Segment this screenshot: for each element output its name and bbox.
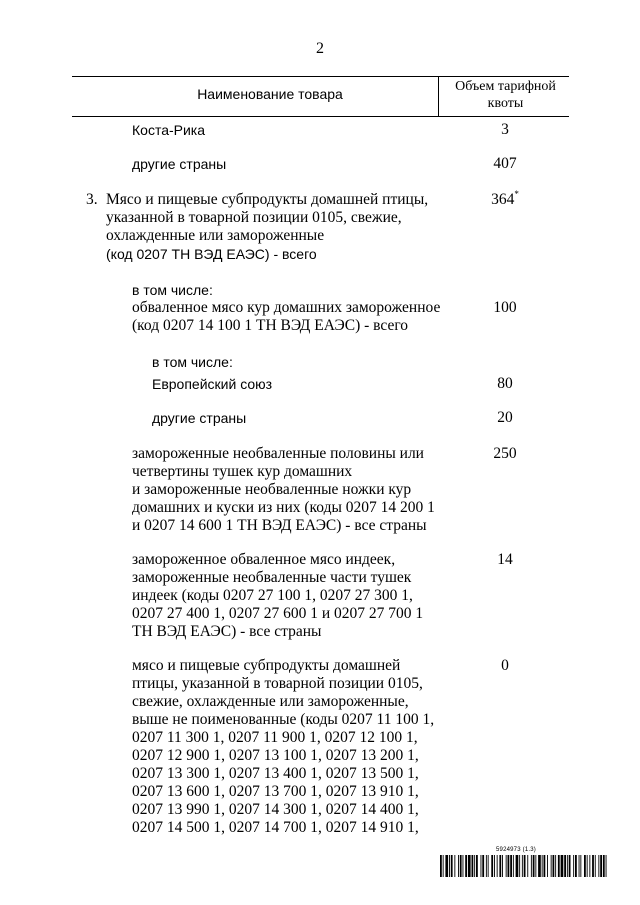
page-number: 2 (316, 40, 324, 57)
other-meat-line-9: 0207 13 990 1, 0207 14 300 1, 0207 14 400 1, (132, 801, 419, 818)
row-label-other-countries: другие страны (132, 156, 227, 172)
other-meat-line-5: 0207 11 300 1, 0207 11 900 1, 0207 12 100 1, (132, 729, 418, 746)
other-meat-line-1: мясо и пищевые субпродукты домашней (132, 657, 401, 674)
row-label-costa-rica: Коста-Рика (132, 122, 206, 138)
item-number-3: 3. (86, 191, 98, 208)
turkey-line-5: ТН ВЭД ЕАЭС) - все страны (132, 623, 322, 640)
row-label-eu: Европейский союз (152, 376, 273, 392)
boneless-line-1: обваленное мясо кур домашних замороженное (132, 299, 441, 316)
row-value-other-countries: 407 (493, 155, 517, 172)
halves-value: 250 (493, 445, 517, 462)
row-value-other-countries-2: 20 (497, 409, 513, 426)
item3-value (440, 189, 570, 208)
other-meat-line-8: 0207 13 600 1, 0207 13 700 1, 0207 13 910 1, (132, 783, 419, 800)
table-top-rule (72, 76, 569, 77)
item3-line-2: указанной в товарной позиции 0105, свежие, (106, 209, 402, 226)
other-meat-line-10: 0207 14 500 1, 0207 14 700 1, 0207 14 910 1, (132, 819, 419, 836)
item3-line-4: (код 0207 ТН ВЭД ЕАЭС) - всего (106, 246, 317, 262)
document-code: 5924973 (1.3) (496, 847, 536, 853)
turkey-line-2: замороженные необваленные части тушек (132, 569, 412, 586)
item3-line-3: охлажденные или замороженные (106, 227, 325, 244)
halves-line-2: четвертины тушек кур домашних (132, 463, 353, 480)
other-meat-line-7: 0207 13 300 1, 0207 13 400 1, 0207 13 500 1, (132, 765, 419, 782)
halves-line-4: домашних и куски из них (коды 0207 14 200 1 (132, 499, 435, 516)
row-value-eu: 80 (497, 375, 513, 392)
row-label-other-countries-2: другие страны (152, 410, 247, 426)
turkey-value: 14 (497, 551, 513, 568)
row-value-costa-rica: 3 (501, 121, 509, 138)
turkey-line-3: индеек (коды 0207 27 100 1, 0207 27 300 1, (132, 587, 413, 604)
item3-line-1: Мясо и пищевые субпродукты домашней птицы, (106, 191, 429, 208)
column-header-volume-line2: квоты (487, 96, 524, 111)
column-header-name: Наименование товара (197, 86, 343, 102)
including-label-2: в том числе: (152, 354, 233, 370)
column-header-volume-line1: Объем тарифной (455, 79, 556, 94)
other-meat-value: 0 (501, 657, 509, 674)
other-meat-line-4: выше не поименованные (коды 0207 11 100 1, (132, 711, 435, 728)
table-header-rule (72, 116, 569, 117)
item3-footnote-mark: * (514, 189, 519, 199)
boneless-value: 100 (493, 299, 517, 316)
barcode-icon (440, 855, 608, 877)
item3-value-number: 364 (491, 191, 515, 208)
halves-line-5: и 0207 14 600 1 ТН ВЭД ЕАЭС) - все страны (132, 517, 427, 534)
turkey-line-4: 0207 27 400 1, 0207 27 600 1 и 0207 27 700 1 (132, 605, 424, 622)
halves-line-1: замороженные необваленные половины или (132, 445, 424, 462)
including-label-1: в том числе: (132, 282, 213, 298)
other-meat-line-3: свежие, охлажденные или замороженные, (132, 693, 409, 710)
other-meat-line-6: 0207 12 900 1, 0207 13 100 1, 0207 13 200 1, (132, 747, 419, 764)
other-meat-line-2: птицы, указанной в товарной позиции 0105, (132, 675, 423, 692)
halves-line-3: и замороженные необваленные ножки кур (132, 481, 412, 498)
boneless-line-2: (код 0207 14 100 1 ТН ВЭД ЕАЭС) - всего (132, 317, 409, 334)
turkey-line-1: замороженное обваленное мясо индеек, (132, 551, 396, 568)
column-header-volume (438, 78, 573, 112)
